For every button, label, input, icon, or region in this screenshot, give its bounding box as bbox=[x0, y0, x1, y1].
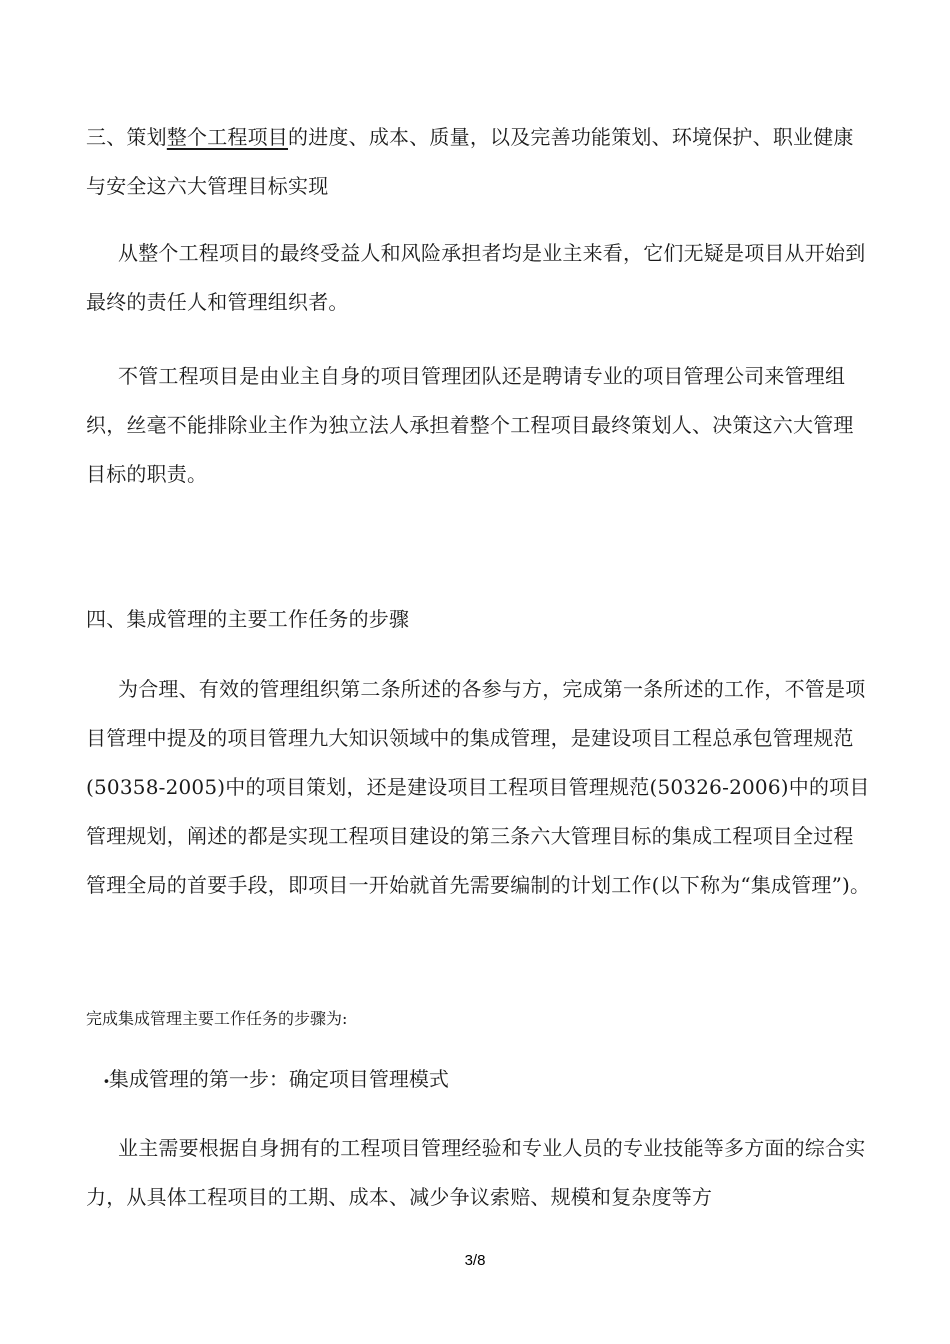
steps-intro: 完成集成管理主要工作任务的步骤为: bbox=[86, 1009, 348, 1028]
section-3-heading bbox=[86, 113, 871, 211]
heading-underlined-text: 整个工程项目 bbox=[166, 125, 289, 149]
section-3-paragraph-2: 不管工程项目是由业主自身的项目管理团队还是聘请专业的项目管理公司来管理组织，丝毫不能排除业主作为独立法人承担着整个工程项目最终策划人、决策这六大管理目标的职责。 bbox=[86, 364, 854, 486]
step-1-paragraph: 业主需要根据自身拥有的工程项目管理经验和专业人员的专业技能等多方面的综合实力，从具体工程项目的工期、成本、减少争议索赔、规模和复杂度等方 bbox=[86, 1136, 866, 1209]
bullet-icon: • bbox=[104, 1072, 109, 1089]
section-3-paragraph-1: 从整个工程项目的最终受益人和风险承担者均是业主来看，它们无疑是项目从开始到最终的责任人和管理组织者。 bbox=[86, 241, 866, 314]
step-1-title-text: 集成管理的第一步：确定项目管理模式 bbox=[108, 1067, 449, 1091]
step-1-title bbox=[104, 1064, 449, 1096]
section-4-paragraph-1: 为合理、有效的管理组织第二条所述的各参与方，完成第一条所述的工作，不管是项目管理中提及的项目管理九大知识领域中的集成管理，是建设项目工程总承包管理规范(50358-2005)中的项目策划，还是建设项目工程项目管理规范(50326-2006)中的项目管理规划，阐述的都是实现工程项目建设的第三条六大管理目标的集成工程项目全过程管理全局的首要手段，即项目一开始就首先需要编制的计划工作(以下称为“集成管理”)。 bbox=[86, 677, 871, 897]
section-4-heading: 四、集成管理的主要工作任务的步骤 bbox=[86, 607, 410, 631]
heading-text-suffix: 的进度、成本、质量，以及完善功能策划、环境保护、职业健康与安全这六大管理目标实现 bbox=[86, 125, 854, 198]
heading-text-prefix: 三、策划 bbox=[86, 125, 167, 149]
page-number: 3/8 bbox=[464, 1252, 486, 1269]
